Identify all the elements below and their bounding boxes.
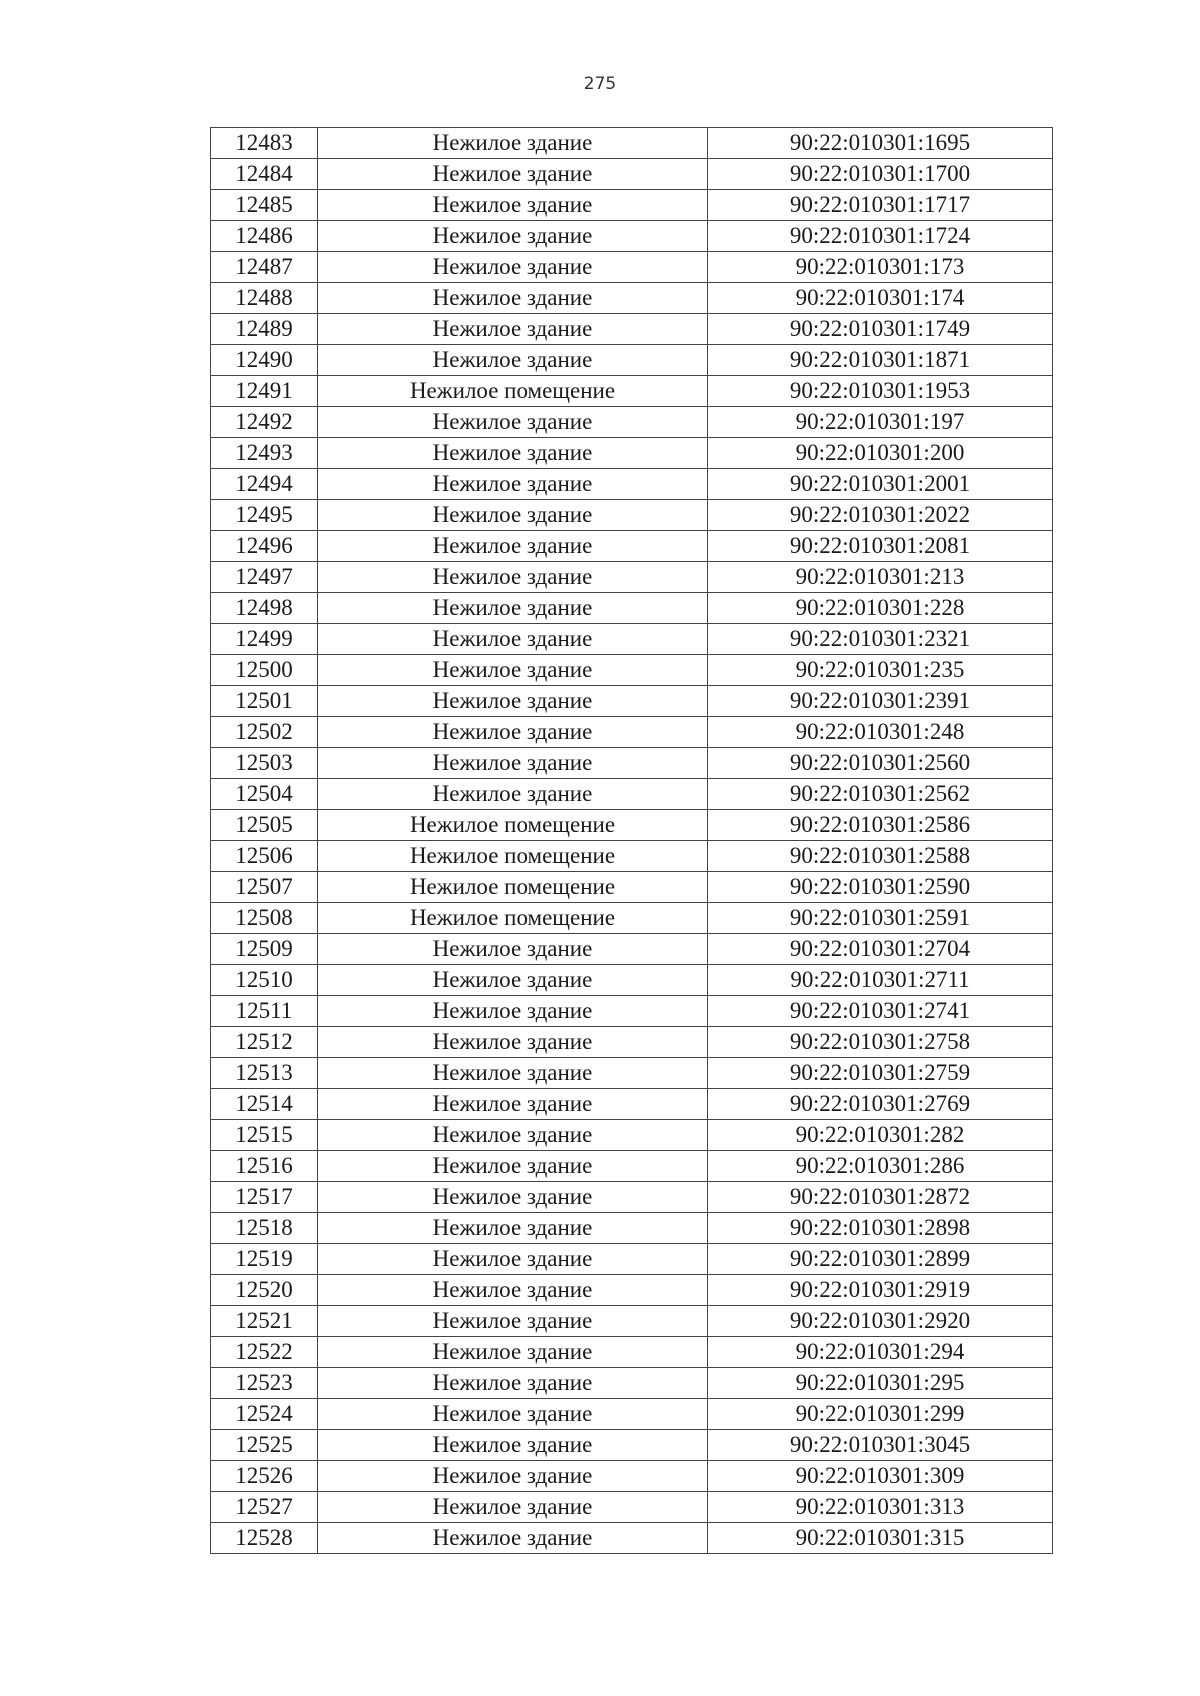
table-row (211, 1306, 1053, 1337)
object-type-cell: Нежилое здание (318, 686, 708, 717)
row-number-cell: 12512 (211, 1027, 318, 1058)
table-row (211, 1244, 1053, 1275)
cadastral-number-cell: 90:22:010301:2704 (708, 934, 1053, 965)
table-row (211, 1337, 1053, 1368)
object-type-cell: Нежилое здание (318, 996, 708, 1027)
object-type-cell: Нежилое здание (318, 345, 708, 376)
row-number-cell: 12510 (211, 965, 318, 996)
table-row (211, 810, 1053, 841)
table-row (211, 1089, 1053, 1120)
table-row (211, 903, 1053, 934)
cadastral-number-cell: 90:22:010301:2898 (708, 1213, 1053, 1244)
object-type-cell: Нежилое здание (318, 1089, 708, 1120)
object-type-cell: Нежилое здание (318, 1430, 708, 1461)
row-number-cell: 12500 (211, 655, 318, 686)
cadastral-number-cell: 90:22:010301:299 (708, 1399, 1053, 1430)
cadastral-number-cell: 90:22:010301:2919 (708, 1275, 1053, 1306)
table-row (211, 1120, 1053, 1151)
object-type-cell: Нежилое здание (318, 593, 708, 624)
table-row (211, 655, 1053, 686)
table-row (211, 872, 1053, 903)
row-number-cell: 12520 (211, 1275, 318, 1306)
object-type-cell: Нежилое здание (318, 965, 708, 996)
object-type-cell: Нежилое помещение (318, 841, 708, 872)
cadastral-number-cell: 90:22:010301:248 (708, 717, 1053, 748)
object-type-cell: Нежилое здание (318, 1244, 708, 1275)
object-type-cell: Нежилое здание (318, 1151, 708, 1182)
table-row (211, 1151, 1053, 1182)
cadastral-number-cell: 90:22:010301:2590 (708, 872, 1053, 903)
cadastral-number-cell: 90:22:010301:1871 (708, 345, 1053, 376)
cadastral-number-cell: 90:22:010301:2899 (708, 1244, 1053, 1275)
row-number-cell: 12490 (211, 345, 318, 376)
row-number-cell: 12516 (211, 1151, 318, 1182)
object-type-cell: Нежилое здание (318, 128, 708, 159)
row-number-cell: 12525 (211, 1430, 318, 1461)
table-row (211, 190, 1053, 221)
row-number-cell: 12496 (211, 531, 318, 562)
cadastral-number-cell: 90:22:010301:1953 (708, 376, 1053, 407)
row-number-cell: 12507 (211, 872, 318, 903)
cadastral-number-cell: 90:22:010301:2586 (708, 810, 1053, 841)
object-type-cell: Нежилое здание (318, 748, 708, 779)
row-number-cell: 12502 (211, 717, 318, 748)
table-row (211, 283, 1053, 314)
row-number-cell: 12526 (211, 1461, 318, 1492)
row-number-cell: 12509 (211, 934, 318, 965)
object-type-cell: Нежилое здание (318, 717, 708, 748)
row-number-cell: 12527 (211, 1492, 318, 1523)
table-row (211, 934, 1053, 965)
object-type-cell: Нежилое здание (318, 1368, 708, 1399)
object-type-cell: Нежилое здание (318, 221, 708, 252)
row-number-cell: 12514 (211, 1089, 318, 1120)
row-number-cell: 12485 (211, 190, 318, 221)
cadastral-number-cell: 90:22:010301:174 (708, 283, 1053, 314)
row-number-cell: 12484 (211, 159, 318, 190)
row-number-cell: 12508 (211, 903, 318, 934)
cadastral-number-cell: 90:22:010301:2920 (708, 1306, 1053, 1337)
table-row (211, 221, 1053, 252)
cadastral-number-cell: 90:22:010301:235 (708, 655, 1053, 686)
cadastral-number-cell: 90:22:010301:294 (708, 1337, 1053, 1368)
row-number-cell: 12483 (211, 128, 318, 159)
table-row (211, 593, 1053, 624)
object-type-cell: Нежилое здание (318, 1461, 708, 1492)
object-type-cell: Нежилое здание (318, 779, 708, 810)
object-type-cell: Нежилое здание (318, 469, 708, 500)
table-row (211, 1058, 1053, 1089)
cadastral-number-cell: 90:22:010301:2758 (708, 1027, 1053, 1058)
cadastral-number-cell: 90:22:010301:2560 (708, 748, 1053, 779)
row-number-cell: 12497 (211, 562, 318, 593)
row-number-cell: 12489 (211, 314, 318, 345)
table-row (211, 1492, 1053, 1523)
row-number-cell: 12486 (211, 221, 318, 252)
table-row (211, 717, 1053, 748)
cadastral-number-cell: 90:22:010301:286 (708, 1151, 1053, 1182)
table-row (211, 438, 1053, 469)
table-row (211, 252, 1053, 283)
object-type-cell: Нежилое здание (318, 1523, 708, 1554)
row-number-cell: 12504 (211, 779, 318, 810)
cadastral-number-cell: 90:22:010301:2591 (708, 903, 1053, 934)
cadastral-number-cell: 90:22:010301:228 (708, 593, 1053, 624)
object-type-cell: Нежилое помещение (318, 872, 708, 903)
row-number-cell: 12511 (211, 996, 318, 1027)
cadastral-number-cell: 90:22:010301:1700 (708, 159, 1053, 190)
row-number-cell: 12506 (211, 841, 318, 872)
cadastral-number-cell: 90:22:010301:282 (708, 1120, 1053, 1151)
table-row (211, 407, 1053, 438)
object-type-cell: Нежилое здание (318, 1275, 708, 1306)
object-type-cell: Нежилое здание (318, 407, 708, 438)
table-row (211, 1182, 1053, 1213)
row-number-cell: 12495 (211, 500, 318, 531)
object-type-cell: Нежилое здание (318, 624, 708, 655)
table-row (211, 1399, 1053, 1430)
row-number-cell: 12517 (211, 1182, 318, 1213)
table-row (211, 159, 1053, 190)
table-row (211, 376, 1053, 407)
object-type-cell: Нежилое здание (318, 1213, 708, 1244)
cadastral-number-cell: 90:22:010301:313 (708, 1492, 1053, 1523)
table-row (211, 1461, 1053, 1492)
object-type-cell: Нежилое здание (318, 1027, 708, 1058)
object-type-cell: Нежилое здание (318, 283, 708, 314)
cadastral-number-cell: 90:22:010301:309 (708, 1461, 1053, 1492)
row-number-cell: 12522 (211, 1337, 318, 1368)
row-number-cell: 12492 (211, 407, 318, 438)
cadastral-number-cell: 90:22:010301:315 (708, 1523, 1053, 1554)
object-type-cell: Нежилое помещение (318, 376, 708, 407)
object-type-cell: Нежилое здание (318, 1058, 708, 1089)
cadastral-number-cell: 90:22:010301:2711 (708, 965, 1053, 996)
row-number-cell: 12494 (211, 469, 318, 500)
cadastral-number-cell: 90:22:010301:2562 (708, 779, 1053, 810)
table-row (211, 748, 1053, 779)
table-row (211, 1027, 1053, 1058)
row-number-cell: 12528 (211, 1523, 318, 1554)
cadastral-number-cell: 90:22:010301:295 (708, 1368, 1053, 1399)
row-number-cell: 12524 (211, 1399, 318, 1430)
object-type-cell: Нежилое здание (318, 1399, 708, 1430)
table-row (211, 531, 1053, 562)
row-number-cell: 12488 (211, 283, 318, 314)
object-type-cell: Нежилое здание (318, 531, 708, 562)
table-row (211, 779, 1053, 810)
table-row (211, 1430, 1053, 1461)
row-number-cell: 12501 (211, 686, 318, 717)
cadastral-number-cell: 90:22:010301:2001 (708, 469, 1053, 500)
object-type-cell: Нежилое здание (318, 190, 708, 221)
table-row (211, 128, 1053, 159)
cadastral-number-cell: 90:22:010301:197 (708, 407, 1053, 438)
object-type-cell: Нежилое здание (318, 1182, 708, 1213)
table-row (211, 996, 1053, 1027)
cadastral-number-cell: 90:22:010301:1695 (708, 128, 1053, 159)
object-type-cell: Нежилое здание (318, 1306, 708, 1337)
table-row (211, 345, 1053, 376)
cadastral-number-cell: 90:22:010301:2081 (708, 531, 1053, 562)
row-number-cell: 12487 (211, 252, 318, 283)
table-row (211, 562, 1053, 593)
row-number-cell: 12493 (211, 438, 318, 469)
cadastral-number-cell: 90:22:010301:1749 (708, 314, 1053, 345)
table-row (211, 624, 1053, 655)
page-number: 275 (583, 74, 617, 94)
table-row (211, 500, 1053, 531)
row-number-cell: 12521 (211, 1306, 318, 1337)
row-number-cell: 12498 (211, 593, 318, 624)
cadastral-number-cell: 90:22:010301:2321 (708, 624, 1053, 655)
table-row (211, 469, 1053, 500)
property-table-body (211, 128, 1053, 1554)
cadastral-number-cell: 90:22:010301:2391 (708, 686, 1053, 717)
cadastral-number-cell: 90:22:010301:2872 (708, 1182, 1053, 1213)
object-type-cell: Нежилое здание (318, 438, 708, 469)
table-row (211, 686, 1053, 717)
table-row (211, 1275, 1053, 1306)
row-number-cell: 12491 (211, 376, 318, 407)
cadastral-number-cell: 90:22:010301:2022 (708, 500, 1053, 531)
table-row (211, 841, 1053, 872)
cadastral-number-cell: 90:22:010301:1724 (708, 221, 1053, 252)
cadastral-number-cell: 90:22:010301:2741 (708, 996, 1053, 1027)
row-number-cell: 12499 (211, 624, 318, 655)
cadastral-number-cell: 90:22:010301:1717 (708, 190, 1053, 221)
table-row (211, 965, 1053, 996)
cadastral-number-cell: 90:22:010301:2759 (708, 1058, 1053, 1089)
cadastral-number-cell: 90:22:010301:2769 (708, 1089, 1053, 1120)
table-row (211, 1213, 1053, 1244)
object-type-cell: Нежилое здание (318, 1492, 708, 1523)
row-number-cell: 12515 (211, 1120, 318, 1151)
object-type-cell: Нежилое здание (318, 159, 708, 190)
row-number-cell: 12503 (211, 748, 318, 779)
object-type-cell: Нежилое здание (318, 314, 708, 345)
object-type-cell: Нежилое здание (318, 934, 708, 965)
cadastral-number-cell: 90:22:010301:3045 (708, 1430, 1053, 1461)
object-type-cell: Нежилое здание (318, 252, 708, 283)
object-type-cell: Нежилое здание (318, 1337, 708, 1368)
row-number-cell: 12518 (211, 1213, 318, 1244)
object-type-cell: Нежилое помещение (318, 810, 708, 841)
table-row (211, 1523, 1053, 1554)
row-number-cell: 12519 (211, 1244, 318, 1275)
cadastral-number-cell: 90:22:010301:213 (708, 562, 1053, 593)
row-number-cell: 12513 (211, 1058, 318, 1089)
table-row (211, 1368, 1053, 1399)
cadastral-number-cell: 90:22:010301:200 (708, 438, 1053, 469)
object-type-cell: Нежилое здание (318, 655, 708, 686)
object-type-cell: Нежилое здание (318, 500, 708, 531)
row-number-cell: 12505 (211, 810, 318, 841)
object-type-cell: Нежилое здание (318, 562, 708, 593)
cadastral-number-cell: 90:22:010301:173 (708, 252, 1053, 283)
row-number-cell: 12523 (211, 1368, 318, 1399)
object-type-cell: Нежилое помещение (318, 903, 708, 934)
table-row (211, 314, 1053, 345)
object-type-cell: Нежилое здание (318, 1120, 708, 1151)
property-table (210, 127, 1053, 1554)
cadastral-number-cell: 90:22:010301:2588 (708, 841, 1053, 872)
